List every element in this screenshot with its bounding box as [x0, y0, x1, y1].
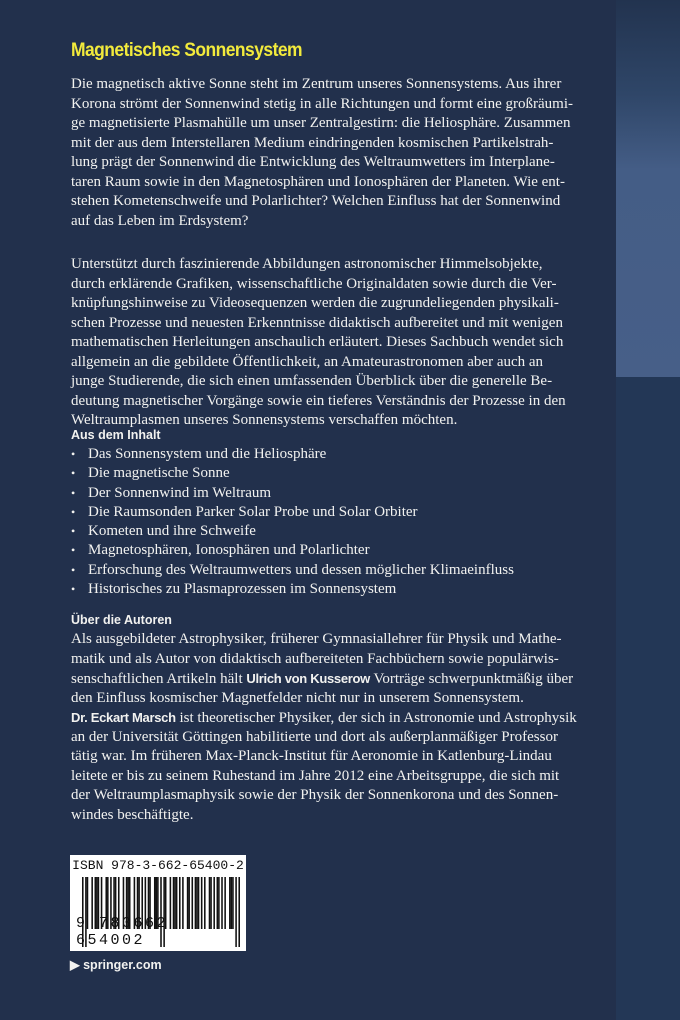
text-line: Als ausgebildeter Astrophysiker, früherer Gymnasiallehrer für Physik und Mathe-	[71, 631, 562, 647]
list-item	[71, 484, 539, 503]
text-segment: senschaftlichen Artikeln hält	[71, 671, 247, 687]
text-line	[71, 708, 577, 728]
description-paragraph	[71, 255, 566, 431]
intro-paragraph	[71, 75, 573, 231]
text-line: mit der aus dem Interstellaren Medium eindringenden kosmischen Partikelstrah-	[71, 134, 554, 151]
text-line: stehen Kometenschweife und Polarlichter? Welchen Einfluss hat der Sonnenwind	[71, 193, 561, 209]
list-item	[71, 464, 539, 483]
text-line: allgemein an die gebildete Öffentlichkeit, an Amateurastronomen aber auch an	[71, 353, 544, 370]
text-line: Weltraumplasmen unseres Sonnensystems verschaffen möchten.	[71, 412, 458, 428]
list-item-text: Magnetosphären, Ionosphären und Polarlichter	[88, 542, 370, 559]
bullet-icon: •	[71, 466, 76, 481]
bullet-icon: •	[71, 543, 76, 558]
text-line: ge magnetisierte Plasmahülle um unser Zentralgestirn: die Heliosphäre. Zusammen	[71, 115, 571, 131]
list-item	[71, 522, 539, 541]
text-line: tätig war. Im früheren Max-Planck-Institut für Aeronomie in Katlenburg-Lindau	[71, 748, 552, 764]
text-line: lung prägt der Sonnenwind die Entwicklung des Weltraumwetters im Interplane-	[71, 154, 555, 170]
barcode-digits: 9 783662 654002	[76, 915, 169, 949]
cover-spine-strip-upper	[616, 0, 680, 377]
list-item	[71, 503, 539, 522]
list-item-text: Kometen und ihre Schweife	[88, 523, 256, 540]
text-line: Unterstützt durch faszinierende Abbildungen astronomischer Himmelsobjekte,	[71, 256, 543, 272]
text-line: junge Studierende, die sich einen umfassenden Überblick über die generelle Be-	[71, 373, 553, 389]
bullet-icon: •	[71, 524, 76, 539]
publisher-link-text: springer.com	[83, 958, 162, 972]
text-line: deutung magnetischer Vorgänge sowie ein tieferes Verständnis der Prozesse in den	[71, 392, 566, 409]
play-arrow-icon: ▶	[70, 958, 80, 972]
text-line: windes beschäftigte.	[71, 806, 194, 823]
authors-heading: Über die Autoren	[71, 613, 172, 627]
bullet-icon: •	[71, 504, 76, 519]
text-line: Korona strömt der Sonnenwind stetig in alle Richtungen und formt eine großräumi-	[71, 95, 573, 112]
text-line: mathematischen Herleitungen anschaulich erläutert. Dieses Sachbuch wendet sich	[71, 334, 564, 350]
list-item-text: Erforschung des Weltraumwetters und dessen möglicher Klimaeinfluss	[88, 561, 514, 578]
text-segment: Vorträge schwerpunktmäßig über	[369, 671, 574, 687]
text-line: auf das Leben im Erdsystem?	[71, 212, 249, 229]
text-line: der Weltraumplasmaphysik sowie der Physik der Sonnenkorona und des Sonnen-	[71, 787, 559, 803]
list-item	[71, 541, 539, 560]
bullet-icon: •	[71, 447, 76, 461]
list-item-text: Die Raumsonden Parker Solar Probe und Solar Orbiter	[88, 503, 418, 520]
publisher-link[interactable]	[70, 957, 162, 972]
authors-section	[71, 611, 577, 825]
bullet-icon: •	[71, 485, 76, 500]
contents-list	[71, 445, 539, 599]
text-segment: ist theoretischer Physiker, der sich in Astronomie und Astrophysik	[175, 710, 577, 726]
text-line: schen Prozesse und neuesten Erkenntnisse didaktisch aufbereitet und mit wenigen	[71, 314, 563, 331]
bullet-icon: •	[71, 562, 76, 577]
author-name: Dr. Eckart Marsch	[71, 710, 176, 725]
isbn-label: ISBN 978-3-662-65400-2	[72, 858, 244, 873]
text-line: den Einfluss kosmischer Magnetfelder nicht nur in unserem Sonnensystem.	[71, 689, 524, 706]
text-line: taren Raum sowie in den Magnetosphären und Ionosphären der Planeten. Wie ent-	[71, 173, 565, 190]
list-item-text: Das Sonnensystem und die Heliosphäre	[88, 446, 327, 462]
author-name: Ulrich von Kusserow	[246, 671, 370, 686]
list-item-text: Historisches zu Plasmaprozessen im Sonnensystem	[88, 581, 397, 598]
contents-section	[71, 426, 539, 599]
bullet-icon: •	[71, 582, 76, 597]
text-line: Die magnetisch aktive Sonne steht im Zentrum unseres Sonnensystems. Aus ihrer	[71, 76, 562, 92]
list-item-text: Die magnetische Sonne	[88, 465, 230, 482]
cover-spine-strip-lower	[616, 377, 680, 1020]
text-line: an der Universität Göttingen habilitierte und dort als außerplanmäßiger Professor	[71, 728, 558, 745]
contents-heading: Aus dem Inhalt	[71, 428, 161, 442]
list-item-text: Der Sonnenwind im Weltraum	[88, 484, 272, 501]
list-item	[71, 445, 539, 464]
list-item	[71, 561, 539, 580]
author-bio	[71, 728, 560, 826]
text-line: matik und als Autor von didaktisch aufbereiteten Fachbüchern sowie populärwis-	[71, 650, 559, 667]
text-line: durch erklärende Grafiken, wissenschaftliche Originaldaten sowie durch die Ver-	[71, 275, 557, 292]
text-line: leitete er bis zu seinem Ruhestand im Jahre 2012 eine Arbeitsgruppe, die sich mit	[71, 767, 560, 784]
text-line	[71, 669, 574, 689]
book-title: Magnetisches Sonnensystem	[71, 40, 303, 61]
list-item	[71, 580, 539, 599]
text-line: knüpfungshinweise zu Videosequenzen werden die zugrundeliegenden physikali-	[71, 295, 559, 311]
isbn-barcode	[70, 855, 246, 951]
